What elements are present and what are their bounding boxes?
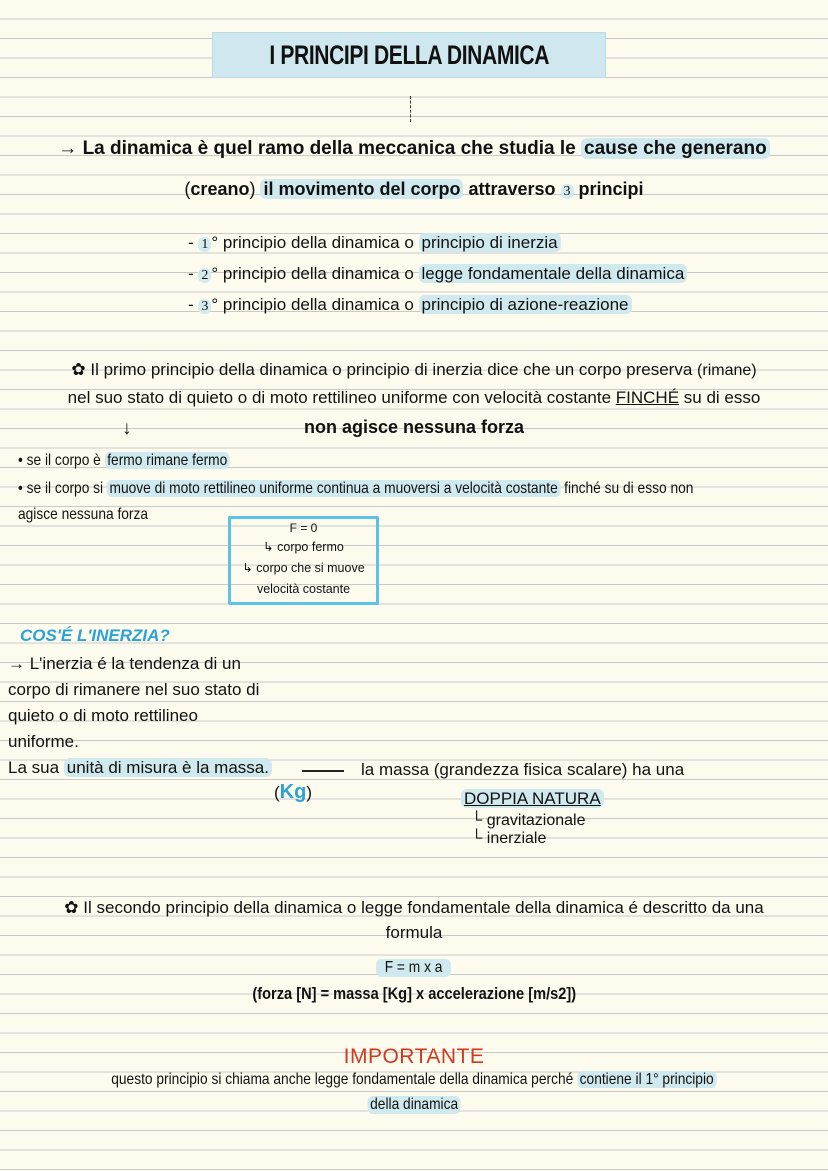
intro-line-1	[0, 138, 828, 160]
principle-text: ° principio della dinamica o	[211, 295, 419, 314]
first-text-2: nel suo stato di quieto o di moto rettilineo uniforme con velocità costante	[67, 388, 616, 407]
paren: )	[249, 179, 261, 199]
bullet-2	[18, 480, 803, 498]
principle-text: ° principio della dinamica o	[211, 264, 419, 283]
first-text-3: su di esso	[679, 388, 761, 407]
bullet-highlight: muove di moto rettilineo uniforme continua a muoversi a velocità costante	[107, 480, 560, 497]
inertia-line: corpo di rimanere nel suo stato di	[8, 680, 260, 699]
principle-text: ° principio della dinamica o	[211, 233, 419, 252]
double-nature	[461, 789, 604, 809]
mass-line: la massa (grandezza fisica scalare) ha una	[361, 760, 685, 779]
first-text: Il primo principio della dinamica o principio di inerzia dice che un corpo preserva	[85, 360, 698, 379]
box-line: velocità costante	[256, 582, 351, 596]
principles-list	[188, 228, 687, 321]
nature-item: └ gravitazionale	[471, 812, 586, 829]
inertia-highlight: unità di misura è la massa.	[64, 758, 272, 777]
formula-full-text: (forza [N] = massa [Kg] x accelerazione [m/s2])	[252, 984, 576, 1003]
bullet-text: finché su di esso non	[560, 480, 694, 497]
page-title	[212, 32, 606, 78]
important-line-1	[0, 1071, 828, 1089]
nature-item: └ inerziale	[471, 830, 547, 847]
bullet-2-cont	[18, 506, 169, 524]
formula-short	[0, 959, 828, 977]
page-title-text: I PRINCIPI DELLA DINAMICA	[269, 39, 549, 70]
flower-icon: ✿	[71, 360, 86, 379]
intro-line-2	[0, 179, 828, 200]
inertia-line: La sua	[8, 758, 64, 777]
first-paren: (rimane)	[697, 362, 757, 379]
down-arrow-icon: ↓	[122, 418, 132, 439]
intro-text-3: principi	[573, 179, 644, 199]
flower-icon: ✿	[64, 898, 79, 917]
dash: -	[188, 295, 199, 314]
principle-item	[188, 259, 687, 290]
intro-highlight-2: il movimento del corpo	[260, 179, 463, 199]
principle-highlight: principio di inerzia	[419, 233, 561, 252]
important-text: questo principio si chiama anche legge fondamentale della dinamica perché	[111, 1071, 578, 1088]
principle-number: 2	[198, 268, 211, 283]
principle-highlight: principio di azione-reazione	[419, 295, 632, 314]
box-formula: F = 0	[289, 521, 318, 535]
second-principle-line-1	[0, 898, 828, 918]
principle-highlight: legge fondamentale della dinamica	[419, 264, 688, 283]
important-highlight: contiene il 1° principio	[577, 1071, 716, 1088]
double-nature-text: DOPPIA NATURA	[461, 789, 604, 808]
intro-text-2: attraverso	[463, 179, 561, 199]
principle-number: 3	[198, 299, 211, 314]
force-zero-box	[228, 516, 379, 605]
box-line: ↳ corpo fermo	[263, 540, 344, 554]
dash: -	[188, 264, 199, 283]
bullet-text: • se il corpo si	[18, 480, 107, 497]
intro-highlight: cause che generano	[581, 138, 770, 159]
paren: )	[306, 783, 313, 802]
bullet-text: agisce nessuna forza	[18, 506, 149, 523]
intro-creano: creano	[190, 179, 250, 199]
first-principle-line-1	[0, 360, 828, 380]
inertia-line: quieto o di moto rettilineo	[8, 706, 198, 725]
first-principle-line-2	[0, 388, 828, 408]
bullet-text: • se il corpo è	[18, 452, 105, 469]
formula-full	[0, 984, 828, 1004]
paren: (	[184, 179, 191, 199]
second-principle-line-2: formula	[385, 923, 443, 942]
inertia-text	[8, 651, 272, 781]
important-line-2	[0, 1096, 828, 1114]
intro-number: 3	[561, 184, 574, 199]
first-principle-line-3: non agisce nessuna forza	[303, 417, 525, 437]
bullet-1	[18, 452, 264, 470]
second-text: Il secondo principio della dinamica o legge fondamentale della dinamica é descritto da una	[78, 898, 764, 917]
principle-item	[188, 228, 687, 259]
nature-list	[471, 812, 586, 848]
formula-highlight: F = m x a	[377, 959, 452, 977]
arrow-right-icon: →	[58, 138, 78, 159]
bullet-highlight: fermo rimane fermo	[105, 452, 230, 469]
important-label: IMPORTANTE	[343, 1045, 485, 1068]
inertia-line: → L'inerzia é la tendenza di un	[8, 654, 241, 673]
important-highlight-2: della dinamica	[367, 1096, 460, 1114]
dashed-divider	[410, 96, 411, 122]
paren: (	[274, 783, 280, 802]
inertia-line: uniforme.	[8, 732, 79, 751]
principle-item	[188, 290, 687, 321]
kg-unit	[274, 781, 312, 804]
intro-text: La dinamica è quel ramo della meccanica che studia le	[82, 138, 581, 159]
kg-label: Kg	[279, 781, 307, 803]
dash: -	[188, 233, 199, 252]
connector-line	[302, 770, 344, 772]
principle-number: 1	[198, 237, 211, 252]
inertia-heading: COS'É L'INERZIA?	[20, 626, 170, 645]
box-line: ↳ corpo che si muove	[242, 561, 365, 575]
finche-underlined: FINCHÉ	[615, 388, 680, 407]
